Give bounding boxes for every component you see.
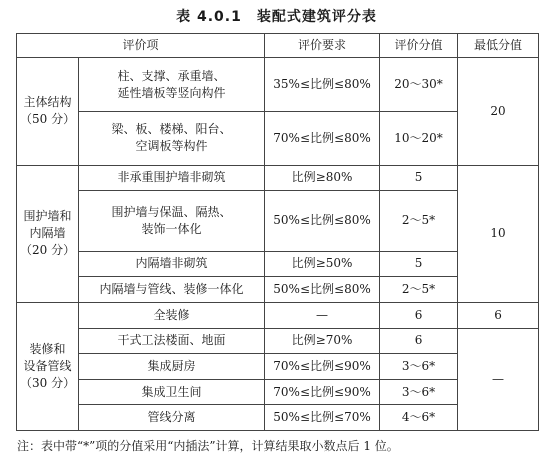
table-row	[17, 165, 539, 191]
item-cell: 内隔墙非砌筑	[79, 251, 265, 277]
score-cell: 3～6*	[380, 354, 458, 380]
table-note: 注：表中带“*”项的分值采用“内插法”计算，计算结果取小数点后 1 位。	[17, 439, 399, 453]
requirement-cell: 70%≤比例≤90%	[265, 354, 380, 380]
group-name: 主体结构 （50 分）	[17, 58, 79, 165]
table-row	[17, 328, 539, 354]
group-name: 围护墙和 内隔墙 （20 分）	[17, 165, 79, 302]
header-requirement: 评价要求	[265, 34, 380, 58]
item-cell: 集成卫生间	[79, 379, 265, 405]
min-score-cell: 6	[458, 302, 539, 328]
requirement-cell: 70%≤比例≤90%	[265, 379, 380, 405]
requirement-cell: 比例≥80%	[265, 165, 380, 191]
score-table	[16, 33, 539, 431]
item-cell: 非承重围护墙非砌筑	[79, 165, 265, 191]
item-cell: 干式工法楼面、地面	[79, 328, 265, 354]
item-cell: 内隔墙与管线、装修一体化	[79, 277, 265, 303]
score-cell: 5	[380, 251, 458, 277]
requirement-cell: 50%≤比例≤80%	[265, 277, 380, 303]
requirement-cell: —	[265, 302, 380, 328]
item-cell: 梁、板、楼梯、阳台、 空调板等构件	[79, 111, 265, 165]
requirement-cell: 比例≥50%	[265, 251, 380, 277]
requirement-cell: 50%≤比例≤70%	[265, 405, 380, 431]
requirement-cell: 比例≥70%	[265, 328, 380, 354]
header-row	[17, 34, 539, 58]
header-score: 评价分值	[380, 34, 458, 58]
requirement-cell: 35%≤比例≤80%	[265, 58, 380, 112]
score-cell: 6	[380, 302, 458, 328]
item-cell: 管线分离	[79, 405, 265, 431]
score-cell: 6	[380, 328, 458, 354]
min-score-cell: 10	[458, 165, 539, 302]
score-cell: 3～6*	[380, 379, 458, 405]
header-item: 评价项	[17, 34, 265, 58]
item-cell: 集成厨房	[79, 354, 265, 380]
item-cell: 柱、支撑、承重墙、 延性墙板等竖向构件	[79, 58, 265, 112]
requirement-cell: 70%≤比例≤80%	[265, 111, 380, 165]
min-score-cell: —	[458, 328, 539, 431]
item-cell: 全装修	[79, 302, 265, 328]
min-score-cell: 20	[458, 58, 539, 165]
score-cell: 20～30*	[380, 58, 458, 112]
table-title: 表 4.0.1 装配式建筑评分表	[176, 9, 377, 25]
score-cell: 5	[380, 165, 458, 191]
requirement-cell: 50%≤比例≤80%	[265, 191, 380, 252]
group-name: 装修和 设备管线 （30 分）	[17, 302, 79, 430]
score-cell: 10～20*	[380, 111, 458, 165]
table-row	[17, 58, 539, 112]
score-cell: 2～5*	[380, 277, 458, 303]
header-min-score: 最低分值	[458, 34, 539, 58]
score-cell: 2～5*	[380, 191, 458, 252]
table-row	[17, 302, 539, 328]
item-cell: 围护墙与保温、隔热、 装饰一体化	[79, 191, 265, 252]
score-cell: 4～6*	[380, 405, 458, 431]
